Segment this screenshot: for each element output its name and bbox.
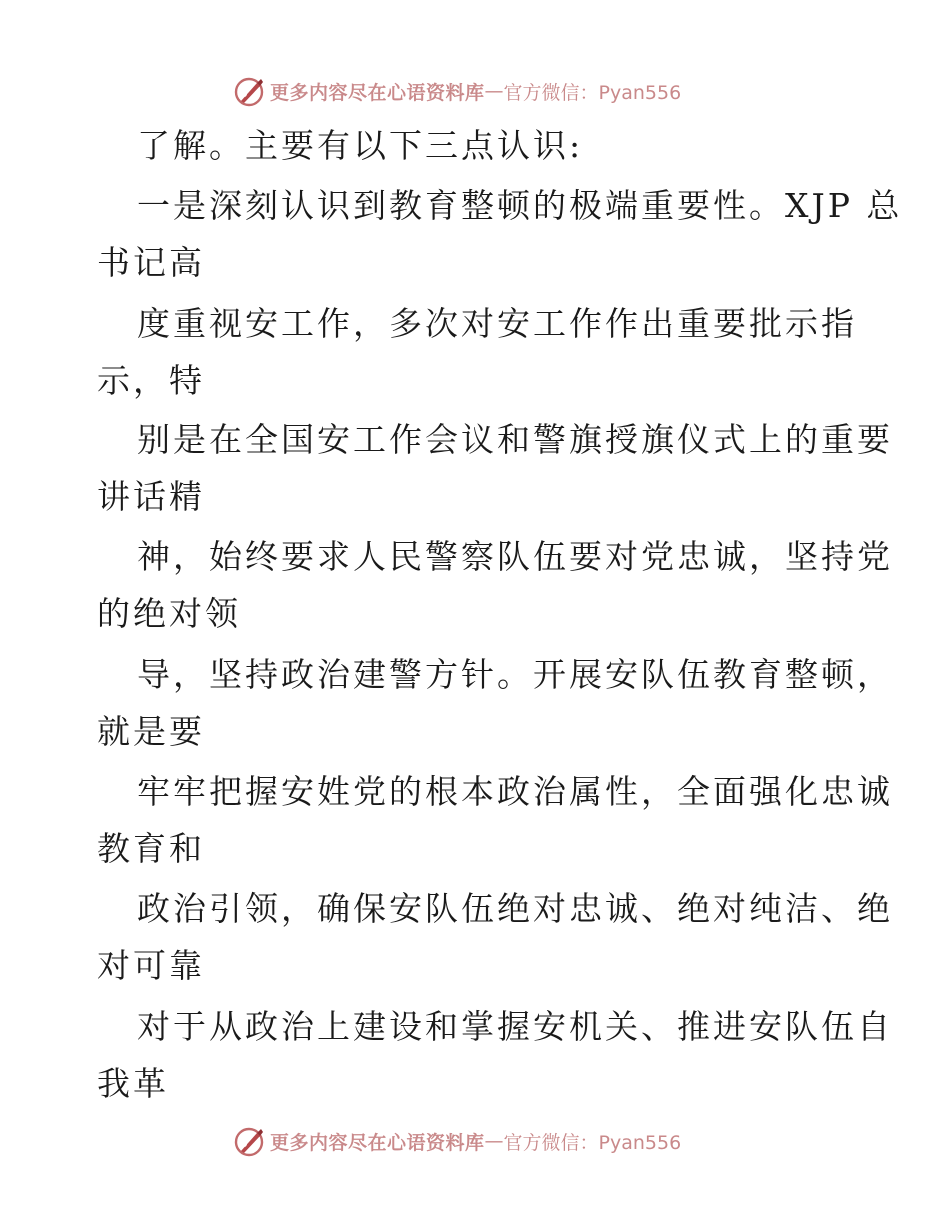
watermark-contact: 官方微信：Pyan556: [503, 1131, 682, 1154]
pen-logo-icon: [232, 74, 266, 108]
header-watermark: [232, 71, 712, 111]
body-line: 政治引领，确保安队伍绝对忠诚、绝对纯洁、绝: [137, 889, 893, 928]
body-line: 牢牢把握安姓党的根本政治属性，全面强化忠诚: [137, 772, 893, 811]
footer-watermark: [232, 1121, 712, 1161]
body-line: 神，始终要求人民警察队伍要对党忠诚，坚持党: [137, 537, 893, 576]
pen-logo-icon: [232, 1124, 266, 1158]
body-line: 教育和: [97, 829, 205, 868]
body-line: 导，坚持政治建警方针。开展安队伍教育整顿，: [137, 655, 893, 694]
body-line: 就是要: [97, 712, 205, 751]
watermark-separator: —: [484, 1130, 504, 1152]
body-line: 别是在全国安工作会议和警旗授旗仪式上的重要: [137, 420, 893, 459]
body-line: 讲话精: [97, 477, 205, 516]
body-line: 度重视安工作，多次对安工作作出重要批示指: [137, 304, 857, 343]
watermark-separator: —: [484, 80, 504, 102]
watermark-text: 更多内容尽在心语资料库: [270, 81, 485, 104]
watermark-contact: 官方微信：Pyan556: [503, 81, 682, 104]
body-line: 对可靠: [97, 946, 205, 985]
body-line: 的绝对领: [97, 594, 241, 633]
body-line: 一是深刻认识到教育整顿的极端重要性。XJP 总: [137, 186, 903, 225]
watermark-text: 更多内容尽在心语资料库: [270, 1131, 485, 1154]
body-line: 我革: [97, 1064, 169, 1103]
body-line: 示，特: [97, 361, 205, 400]
body-line: 了解。主要有以下三点认识:: [137, 126, 584, 165]
body-line: 书记高: [97, 243, 205, 282]
body-line: 对于从政治上建设和掌握安机关、推进安队伍自: [137, 1007, 893, 1046]
